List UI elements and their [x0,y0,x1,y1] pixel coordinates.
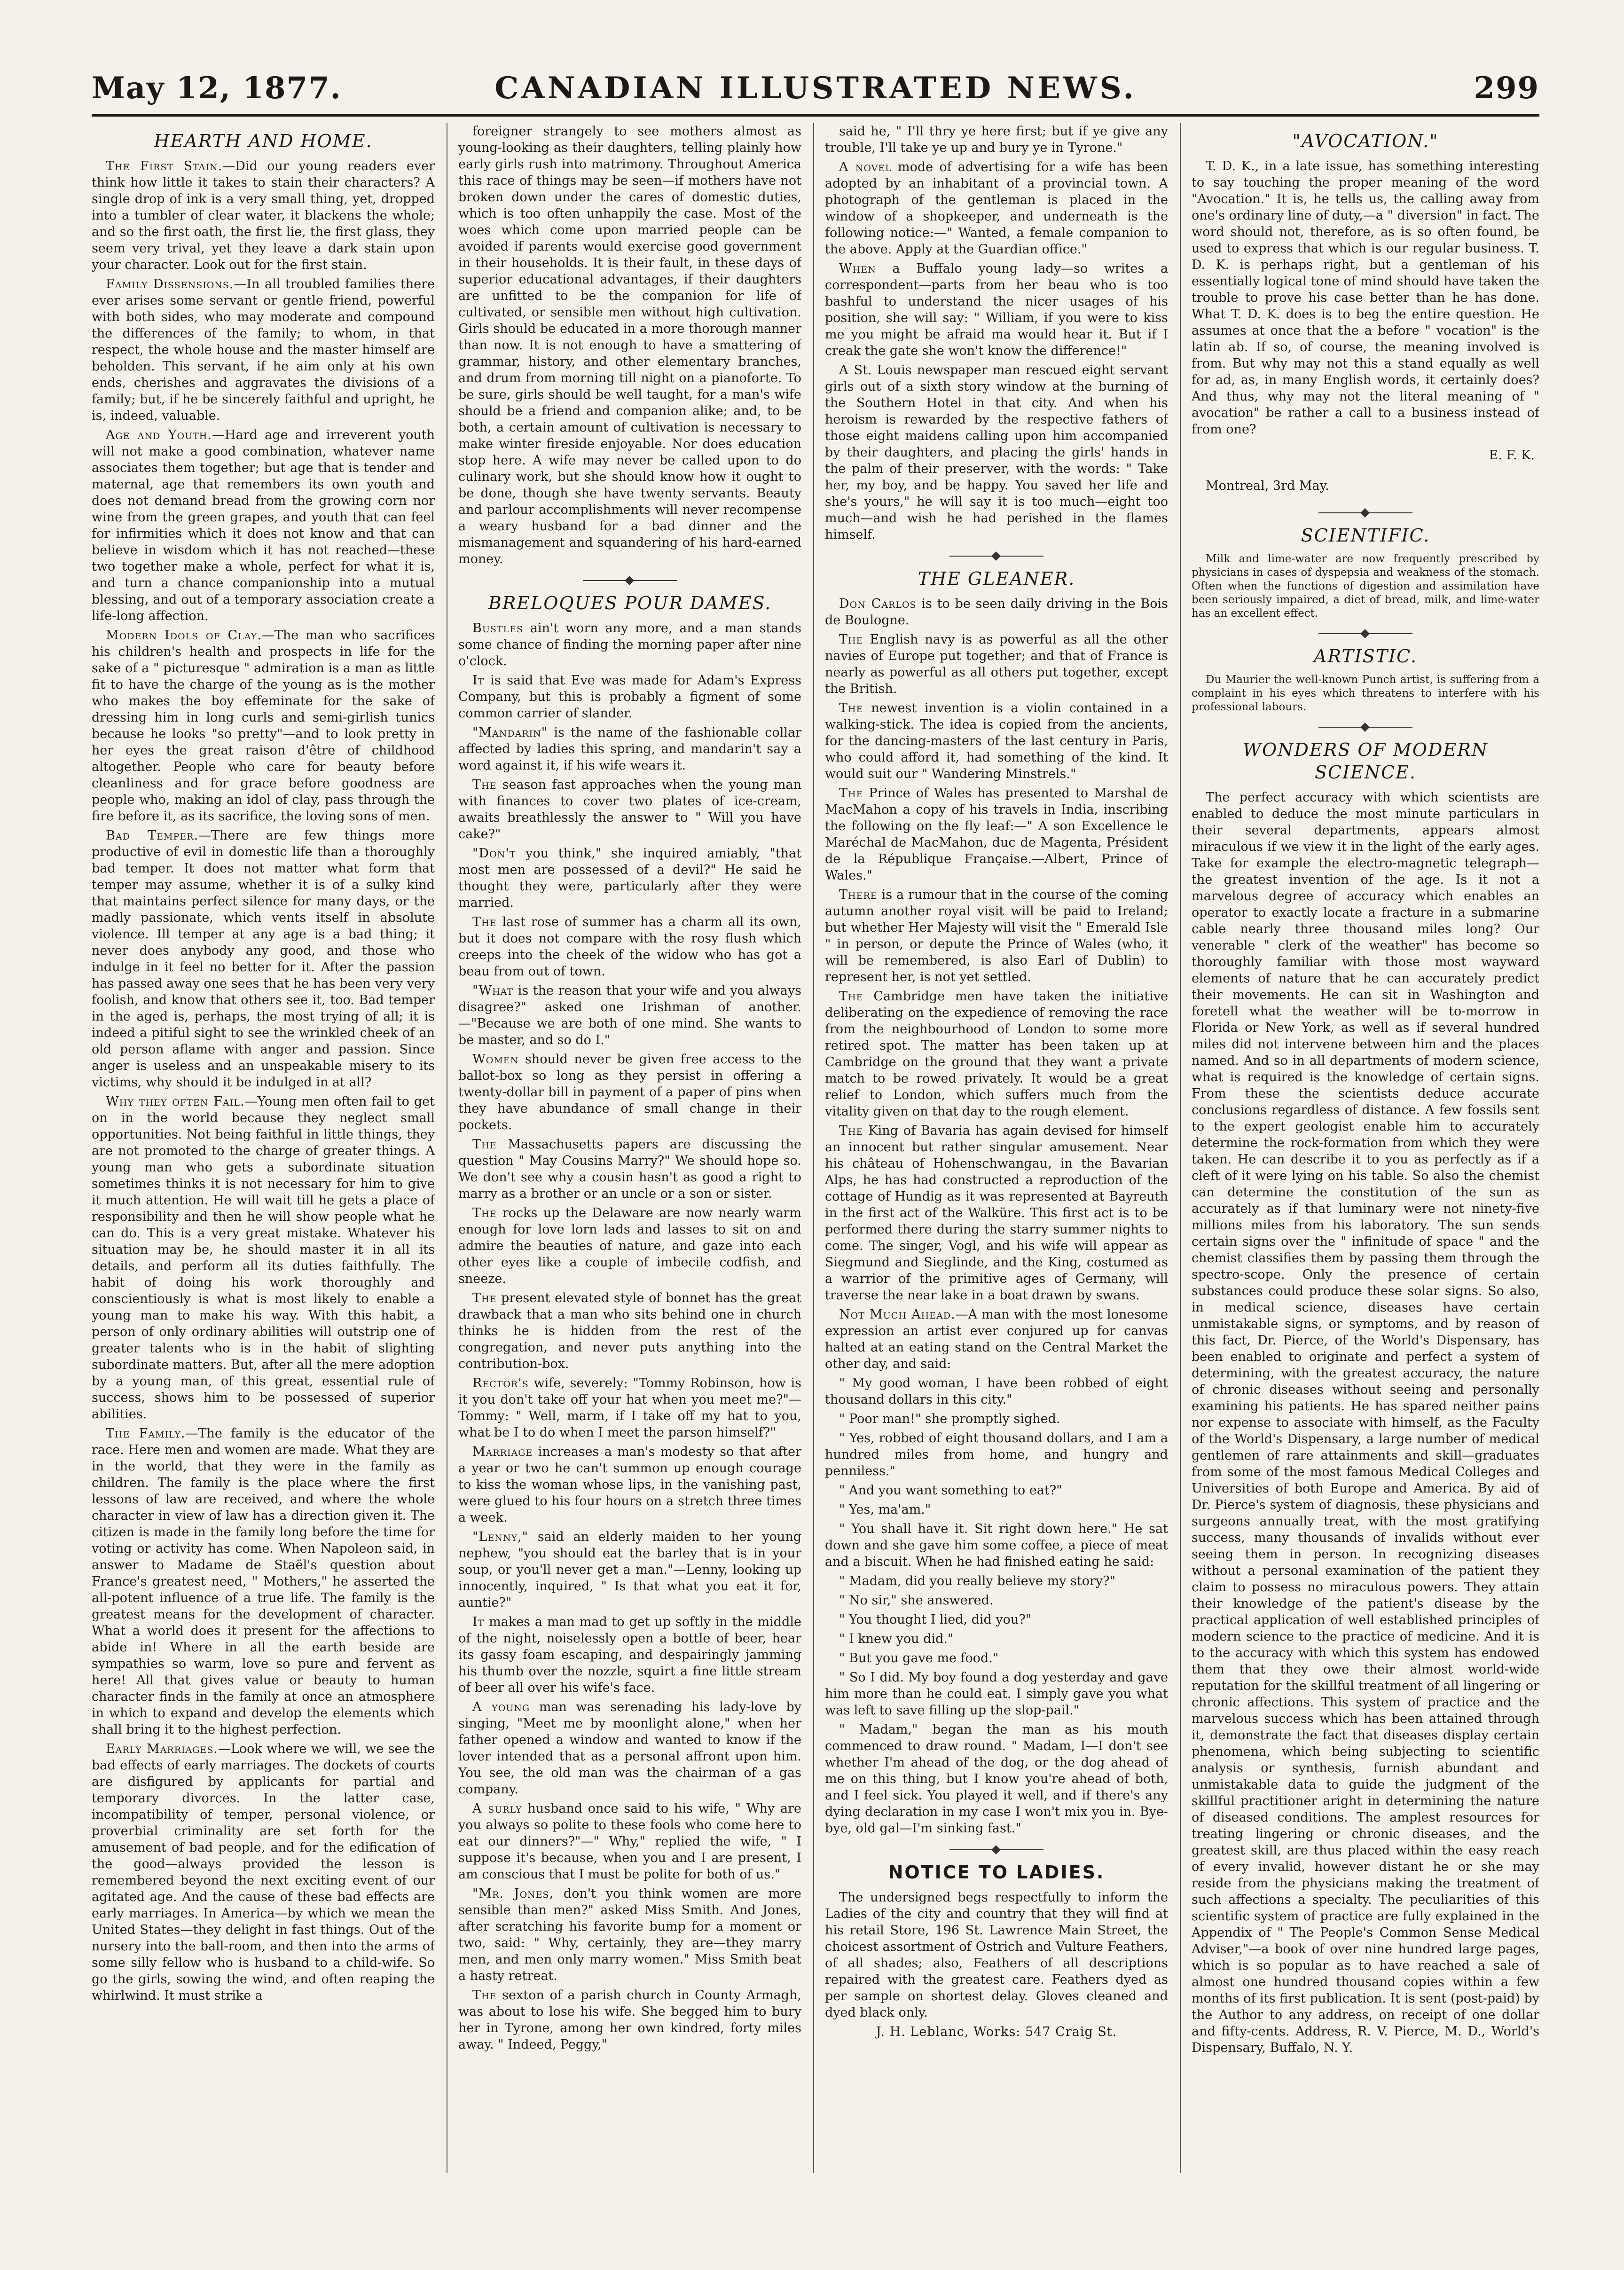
issue-date: May 12, 1877. [92,71,342,106]
paragraph [458,1136,801,1202]
paragraph-lead: When [839,261,876,276]
paragraph [825,1611,1168,1628]
paragraph [92,427,435,624]
paragraph-lead: The [839,701,863,715]
paragraph-text: —Young men often fail to get on in the world because they neglect small opportunities. Not being faithful in little things, they are not promoted to the charge of greater things. A young man who gets a subordinate situation sometimes thinks it is not necessary for him to give it much attention. He will wait till he gets a place of responsibility and then he will show people what he can do. This is a very great mistake. Whatever his situation may be, he should master it in all its details, and perform all its duties faithfully. The habit of doing his work thoroughly and conscientiously is what is most likely to enable a young man to make his way. With this habit, a person of only ordinary abilities will outstrip one of greater talents who is in the habit of slighting subordinate matters. But, after all the mere adoption by a young man, of this great, essential rule of success, shows him to be possessed of superior abilities. [92,1094,435,1422]
paragraph-text: " And you want something to eat?" [839,1483,1062,1498]
paragraph-lead: Not Much Ahead. [839,1307,956,1322]
paragraph [825,159,1168,258]
paragraph [458,1885,801,1984]
paragraph-text: " So I did. My boy found a dog yesterday and gave him more than he could eat. I simply gave you what was left to save filling up the slop-pail." [825,1670,1168,1718]
paragraph [458,982,801,1048]
paragraph-lead: Early Marriages. [106,1742,218,1756]
paragraph [825,1521,1168,1570]
paragraph-lead: "What [472,983,514,998]
paragraph-lead: The [472,915,497,929]
paragraph-text: husband once said to his wife, " Why are you always so polite to these fools who come here to eat our dinners?"—" Why," replied the wife, " I suppose it's because, when you and I are present, I am conscious that I must be polite for both of us." [458,1801,801,1882]
paragraph [825,1631,1168,1647]
paragraph [92,276,435,424]
masthead-rule [92,114,1539,117]
paragraph [825,123,1168,156]
paragraph-lead: It [472,1615,485,1629]
paragraph [825,1411,1168,1427]
avocation-body: T. D. K., in a late issue, has something interesting to say touching the proper meaning of the word "Avocation." It is, he tells us, the calling away from one's ordinary line of duty,—a " diversion" in fact. The word should not, therefore, as is so often found, be used to express that which is our regular business. T. D. K. is perhaps right, but a gentleman of his essentially logical tone of mind should have taken the trouble to prove his case better than he has done. What T. D. K. does is to beg the entire question. He assumes at once that the a before " vocation" is the latin ab. If so, of course, the meaning involved is from. But why may not this a stand equally as well for ad, as, in many English words, it certainly does? And thus, why may not the literal meaning of " avocation" be rather a call to a business instead of from one? [1192,159,1539,437]
paragraph-text: " Madam," began the man as his mouth commenced to draw round. " Madam, I—I don't see whether I'm ahead of the dog, or the dog ahead of me on this thing, but I know you're ahead of both, and I feel sick. You played it well, and if there's any dying declaration in my case I won't mix you in. Bye-bye, old gal—I'm sinking fast." [825,1722,1168,1836]
paragraph-text: —There are few things more productive of evil in domestic life than a thoroughly bad temper. It does not matter what form that temper may assume, whether it is of a sulky kind that maintains perfect silence for many days, or the madly passionate, which vents itself in absolute violence. Ill temper at any age is a bad thing; it never does anybody any good, and those who indulge in it feel no better for it. After the passion has passed away one sees that he has been very very foolish, and know that others see it, too. Bad temper in the aged is, perhaps, the most trying of all; it is indeed a pitiful sight to see the wrinkled cheek of an old person aflame with anger and passion. Since anger is useless and an unspeakable misery to its victims, why should it be indulged in at all? [92,828,435,1090]
paragraph-text: English navy is as powerful as all the other navies of Europe put together; and that of France is nearly as powerful as all others put together, except the British. [825,632,1168,696]
paragraph-lead: Bustles [472,621,524,636]
paragraph [825,260,1168,359]
paragraph-lead: Age and Youth. [106,428,212,442]
paragraph [458,1529,801,1611]
article-continuation [458,123,801,567]
paragraph-lead: Marriage [472,1445,533,1459]
section-title-artistic: ARTISTIC. [1314,646,1417,667]
paragraph [92,158,435,273]
hearth-and-home-articles [92,158,435,2004]
paragraph-lead: Why they often Fail. [106,1094,245,1109]
paragraph-text: " Yes, ma'am." [839,1502,931,1517]
paragraph-text: " No sir," she answered. [839,1593,994,1608]
paragraph-text: —In all troubled families there ever arises some servant or gentle friend, powerful with both sides, who may moderate and compound the differences of the family; to whom, in that respect, the whole house and the master himself are beholden. This servant, if he aim only at his own ends, cherishes and aggravates the divisions of a family; but, if he be sincerely faithful and upright, he is, indeed, valuable. [92,277,435,423]
paragraph-text: is the name of the fashionable collar affected by ladies this spring, and mandarin't say a word against it, if his wife wears it. [458,725,801,773]
paragraph-text: rocks up the Delaware are now nearly warm enough for love lorn lads and lasses to sit on and admire the beauties of nature, and gaze into each other eyes like a couple of imbecile codfish, and sneeze. [458,1206,801,1286]
paragraph-text: season fast approaches when the young man with finances to cover two plates of ice-cream, awaits breathlessly the answer to " Will you have cake?" [458,778,801,841]
paragraph-lead: The [839,989,863,1004]
paragraph-lead: "Mandarin" [472,725,548,740]
paragraph [825,887,1168,985]
paragraph-lead: The [472,1137,497,1152]
paragraph [825,1375,1168,1408]
column-1 [92,123,435,2182]
paragraph [825,1592,1168,1609]
paragraph [825,1721,1168,1837]
paragraph [458,1205,801,1287]
paragraph [458,1699,801,1798]
paragraph-text: King of Bavaria has again devised for himself an innocent but rather singular amusement. Near his château of Hohenschwangau, in the Bavarian Alps, he has had constructed a reproduction of the cottage of Hundig as it was represented at Bayreuth in the first act of the Walküre. This first act is to be performed there during the starry summer nights to come. The singer, Vogl, and his wife will appear as Siegmund and Sieglinde, and the King, costumed as a warrior of the primitive ages of Germany, will traverse the near lake in a boat drawn by swans. [825,1123,1168,1303]
paragraph-text: St. Louis newspaper man rescued eight servant girls out of a sixth story window at the burning of the Southern Hotel in that city. And when his heroism is rewarded by the respective fathers of those eight maidens calling upon him accompanied by their daughters, and placing the girls' hands in the palm of their preserver, with the words: " Take her, my boy, and be happy. You saved her life and she's yours," he will say it is too much—eight too much—and wish he had perished in the flames himself. [825,363,1168,542]
paragraph [458,1375,801,1441]
paragraph-text: makes a man mad to get up softly in the middle of the night, noiselessly open a bottle of beer, hear its gassy foam escaping, and despairingly jamming his thumb over the nozzle, squirt a fine little stream of beer all over his wife's face. [458,1615,801,1695]
paragraph-text: —The man who sacrifices his children's health and prospects in life for the sake of a " picturesque " admiration is a man as little fit to have the charge of the young as is the mother who makes the boy effeminate for the sake of dressing him in long curls and semi-girlish tunics because he looks "so pretty"—and to look pretty in her eyes the great raison d'être of childhood altogether. People who care for beauty before cleanliness and for grace before goodness are people who, making an idol of clay, pass through the fire before it, as its sacrifice, the loving sons of men. [92,628,435,824]
paragraph-lead: Women [472,1052,519,1067]
paragraph-lead: Family Dissensions. [106,277,234,291]
paragraph-lead: "Mr. Jones, [472,1886,554,1901]
paragraph-lead: The First Stain. [106,159,223,173]
paragraph [458,1987,801,2053]
avocation-signature: E. F. K. [1489,448,1535,463]
paragraph-lead: "Don't [472,846,516,861]
paragraph [825,596,1168,628]
column-3 [825,123,1168,2182]
paragraph [92,1093,435,1422]
paragraph [825,1573,1168,1589]
paragraph [92,827,435,1091]
paragraph-text: is said that Eve was made for Adam's Express Company, but this is probably a figment of some common carrier of slander. [458,673,801,721]
section-divider-ornament [1318,508,1412,518]
paragraph-text: man was serenading his lady-love by singing, "Meet me by moonlight alone," when her father opened a window and wanted to know if the lover intended that as a personal affront upon him. You see, the old man was the chairman of a gas company. [458,1700,801,1797]
paragraph [458,672,801,722]
paragraph-text: foreigner strangely to see mothers almost as young-looking as their daughters, telling plainly how early girls rush into matrimony. Throughout America this race of things may be seen—if mothers have not broken down under the cares of domestic duties, which is too often unhappily the case. Most of the woes which come upon married people can be avoided if parents would exercise good government in their households. It is their fault, in these days of superior educational advantages, if their daughters are unfitted to be the companion for life of cultivated, or sensible men without high cultivation. Girls should be educated in a more thorough manner than now. It is not enough to have a smattering of grammar, history, and other elementary branches, and drum from morning till night on a pianoforte. To be sure, girls should be well taught, for a man's wife should be a friend and companion alike; and, to be both, a certain amount of cultivation is necessary to make winter fireside enjoyable. Nor does education stop here. A wife may never be called upon to do culinary work, but she should know how it ought to be done, though she have twenty servants. Beauty and parlour accomplishments will never recompense a weary husband for a bad dinner and the mismanagement and squandering of his hard-earned money. [458,124,801,566]
paragraph-lead: The [839,632,863,647]
section-divider-ornament [1318,629,1412,638]
wonders-body: The perfect accuracy with which scientists are enabled to deduce the most minute particulars in their several departments, appears almost miraculous if we view it in the light of the early ages. Take for example the electro-magnetic telegraph—the greatest invention of the age. Is it not a marvelous degree of accuracy which enables an operator to exactly locate a fracture in a submarine cable nearly three thousand miles long? Our venerable " clerk of the weather" has become so thoroughly familiar with those most wayward elements of nature that he can accurately predict their movements. He can sit in Washington and foretell what the weather will be to-morrow in Florida or New York, as well as if several hundred miles did not intervene between him and the places named. And so in all departments of modern science, what is required is the knowledge of certain signs. From these the scientists deduce accurate conclusions regardless of distance. A few fossils sent to the expert geologist enable him to accurately determine the rock-formation from which they were taken. He can describe it to you as perfectly as if a cleft of it were lying on his table. So also the chemist can determine the constitution of the sun as accurately as if that luminary were not ninety-five millions miles from his laboratory. The sun sends certain signs over the " infinitude of space " and the chemist classifies them by passing them through the spectro-scope. Only the presence of certain substances could produce these solar signs. So also, in medical science, diseases have certain unmistakable signs, or symptoms, and by reason of this fact, Dr. Pierce, of the World's Dispensary, has been enabled to originate and perfect a system of determining, with the greatest accuracy, the nature of chronic diseases without seeing and personally examining his patients. He has spared neither pains nor expense to associate with himself, as the Faculty of the World's Dispensary, a large number of medical gentlemen of rare attainments and skill—graduates from some of the most famous Medical Colleges and Universities of both Europe and America. By aid of Dr. Pierce's system of diagnosis, these physicians and surgeons annually treat, with the most gratifying success, many thousands of invalids without ever seeing them in person. In recognizing diseases without a personal examination of the patient they claim to possess no miraculous powers. They attain their knowledge of the patient's disease by the practical application of well established principles of modern science to the practice of medicine. And it is to the accuracy with which this system has endowed them that they owe their almost world-wide reputation for the skillful treatment of all lingering or chronic affections. This system of practice and the marvelous success which has been attained through it, demonstrate the fact that diseases display certain phenomena, which being subjecting to scientific analysis or synthesis, furnish abundant and unmistakable data to guide the judgment of the skillful practitioner aright in determining the nature of diseased conditions. The amplest resources for treating lingering or chronic diseases, and the greatest skill, are thus placed within the easy reach of every invalid, however distant he or she may reside from the physicians making the treatment of such affections a specialty. The peculiarities of this scientific system of practice are fully explained in the Appendix of " The People's Common Sense Medical Adviser,"—a book of over nine hundred large pages, which is so popular as to have reached a sale of almost one hundred thousand copies within a few months of its first publication. It is sent (post-paid) by the Author to any address, on receipt of one dollar and fifty-cents. Address, R. V. Pierce, M. D., World's Dispensary, Buffalo, N. Y. [1192,790,1539,2055]
paragraph-text: is a rumour that in the course of the coming autumn another royal visit will be paid to Ireland; but whether Her Majesty will visit the " Emerald Isle " in person, or depute the Prince of Wales (who, it will be remembered, is also Earl of Dublin) to represent her, is not yet settled. [825,888,1168,984]
scientific-body: Milk and lime-water are now frequently prescribed by physicians in cases of dyspepsia and weakness of the stomach. Often when the functions of digestion and assimilation have been seriously impaired, a diet of bread, milk, and lime-water has an excellent effect. [1192,553,1539,620]
paragraph-lead: There [839,888,878,902]
paragraph-lead: The [472,1291,497,1305]
paragraph-lead: The Family. [106,1426,186,1441]
paragraph-lead: A surly [472,1801,522,1816]
column-2 [458,123,801,2182]
paragraph [458,1444,801,1526]
section-divider-ornament [949,1845,1043,1854]
paragraph-text: a Buffalo young lady—so writes a correspondent—parts from her beau who is too bashful to understand the nicer usages of his position, she will say: " William, if you were to kiss me you might be afraid ma would hear it. But if I creak the gate she won't know the difference!" [825,261,1168,358]
paragraph [825,631,1168,697]
notice-signature: J. H. Leblanc, Works: 547 Craig St. [876,2025,1117,2039]
paragraph-text: " Madam, did you really believe my story?" [839,1574,1116,1588]
paragraph-text: —Hard age and irreverent youth will not make a good combination, whatever name associates them together; but age that is tender and maternal, age that remembers its own youth and does not demand bread from the growing corn nor wine from the green grapes, and youth that can feel for infirmities which it does not know and that can believe in wisdom which it has not reached—these two together make a whole, perfect for what it is, and turn a chance companionship into a mutual blessing, and out of a temporary association create a life-long affection. [92,428,435,623]
paragraph-lead: The [472,778,497,792]
paragraph [458,1290,801,1372]
section-title-breloques: BRELOQUES POUR DAMES. [488,593,772,613]
paragraph-lead: A novel [839,160,892,174]
paragraph-text: is to be seen daily driving in the Bois de Boulogne. [825,597,1168,628]
paragraph [825,1306,1168,1372]
section-title-wonders: WONDERS OF MODERN SCIENCE. [1242,739,1489,783]
paragraph [92,1425,435,1738]
paragraph-text: —A man with the most lonesome expression an artist ever conjured up for canvas halted at an eating stand on the Central Market the other day, and said: [825,1307,1168,1371]
section-title-gleaner: THE GLEANER. [918,568,1075,589]
paragraph [825,1482,1168,1499]
paragraph-text: " You shall have it. Sit right down here." He sat down and she gave him some coffee, a piece of meat and a biscuit. When he had finished eating he said: [825,1522,1168,1569]
paragraph-text: Prince of Wales has presented to Marshal de MacMahon a copy of his travels in India, inscribing the following on the fly leaf:—" A son Excellence le Maréchal de MacMahon, duc de Magenta, Président de la République Française.—Albert, Prince of Wales." [825,786,1168,883]
paragraph [825,988,1168,1120]
paragraph [825,1669,1168,1719]
paragraph [458,620,801,669]
column-divider [1180,123,1181,2173]
paragraph [825,362,1168,543]
paragraph-text: newest invention is a violin contained in a walking-stick. The idea is copied from the ancients, for the dancing-masters of the last century in Paris, who could afford it, had something of the kind. It would suit our " Wandering Minstrels." [825,701,1168,781]
paragraph-text: said an elderly maiden to her young nephew, "you should eat the barley that is in your soup, or you'll never get a man."—Lenny, looking up innocently, inquired, " Is that what you eat it for, auntie?" [458,1530,801,1610]
paragraph-text: Massachusetts papers are discussing the question " May Cousins Marry?" We should hope so. We don't see why a cousin hasn't as good a right to marry as a brother or an uncle or a son or sister. [458,1137,801,1201]
paragraph-lead: It [472,673,485,688]
paragraph-text: —Did our young readers ever think how little it takes to stain their characters? A single drop of ink is a very small thing, yet, dropped into a tumbler of clear water, it blackens the whole; and so the first oath, the first lie, the first glass, they seem very trival, yet they leave a dark stain upon your character. Look out for the first stain. [92,159,435,272]
paragraph [458,914,801,980]
paragraph-text: you think," she inquired amiably, "that most men are possessed of a devil?" He said he thought they were, particularly after they were married. [458,846,801,910]
paragraph-lead: Rector's [472,1376,529,1390]
notice-body: The undersigned begs respectfully to inform the Ladies of the city and country that they will find at his retail Store, 196 St. Lawrence Main Street, the choicest assortment of Ostrich and Vulture Feathers, of all shades; also, Feathers of all descriptions repaired with the greatest care. Feathers dyed as per sample on shortest delay. Gloves cleaned and dyed black only. [825,1890,1168,2020]
paragraph-lead: Modern Idols of Clay. [106,628,262,643]
section-divider-ornament [583,576,677,585]
paragraph-text: Cambridge men have taken the initiative deliberating on the expedience of removing the race from the neighbourhood of London to some more retired spot. The matter has been taken up at Cambridge on the ground that they want a private match to be rowed privately. It would be a great relief to London, which suffers much from the vitality given on that day to the rough element. [825,989,1168,1119]
page-number: 299 [1474,71,1539,106]
paragraph-lead: A young [472,1700,530,1714]
paragraph-text: don't you think women are more sensible than men?" asked Miss Smith. And Jones, after scratching his favorite bump for a moment or two, said: " Why, certainly, they are—they marry men, and men only marry women." Miss Smith beat a hasty retreat. [458,1886,801,1983]
paragraph-text: said he, " I'll thry ye here first; but if ye give any trouble, I'll take ye up and bury ye in Tyrone." [825,124,1168,155]
paragraph-lead: "Lenny," [472,1530,529,1544]
paragraph-text: " Poor man!" she promptly sighed. [839,1412,1060,1426]
paragraph [825,1430,1168,1479]
paragraph-lead: The [839,1123,863,1138]
paragraph [825,1123,1168,1304]
section-title-scientific: SCIENTIFIC. [1301,525,1430,546]
paragraph [458,724,801,774]
artistic-body: Du Maurier the well-known Punch artist, is suffering from a complaint in his eyes which threatens to interfere with his professional labours. [1192,674,1539,713]
paragraph-text: sexton of a parish church in County Armagh, was about to lose his wife. She begged him to bury her in Tyrone, among her own kindred, forty miles away. " Indeed, Peggy," [458,1988,801,2052]
column-4 [1192,123,1539,2182]
paragraph-text: " But you gave me food." [839,1651,999,1665]
paragraph-text: " You thought I lied, did you?" [839,1612,1032,1627]
breloques-items [458,620,801,2053]
section-title-hearth-and-home: HEARTH AND HOME. [154,131,373,151]
newspaper-title: CANADIAN ILLUSTRATED NEWS. [494,71,1137,106]
paragraph [825,700,1168,782]
paragraph-lead: A [839,363,849,377]
paragraph-text: —Look where we will, we see the bad effects of early marriages. The dockets of courts are disfigured by applicants for partial and temporary divorces. In the latter case, incompatibility of temper, personal violence, or proverbial criminality are set forth for the amusement of bad people, and for the edification of the good—always provided the lesson is remembered beyond the next exciting event of our agitated age. And the cause of these bad effects are early marriages. In America—by which we mean the United States—they delight in fast things. Out of the nursery into the ball-room, and then into the arms of some silly fellow who is husband to a child-wife. So go the girls, sowing the wind, and often reaping the whirlwind. It must strike a [92,1742,435,2003]
paragraph-text: present elevated style of bonnet has the great drawback that a man who sits behind one in church thinks he is hidden from the rest of the congregation, and never puts anything into the contribution-box. [458,1291,801,1371]
section-divider-ornament [949,551,1043,561]
paragraph-text: wife, severely: "Tommy Robinson, how is it you don't take off your hat when you meet me?"—Tommy: " Well, marm, if I take off my hat to you, what be I to do when I meet the parson himself?" [458,1376,801,1440]
paragraph-lead: Bad Temper. [106,828,199,843]
paragraph [458,1614,801,1696]
paragraph-lead: The [839,786,863,801]
paragraph-lead: The [472,1988,497,2003]
paragraph [825,785,1168,884]
paragraph [458,845,801,911]
paragraph [825,1501,1168,1518]
paragraph-lead: The [472,1206,497,1220]
paragraph-text: should never be given free access to the ballot-box so long as they persist in offering a twenty-dollar bill in payment of a paper of pins when they have abundance of small change in their pockets. [458,1052,801,1132]
paragraph-text: is the reason that your wife and you always disagree?" asked one Irishman of another.—"Because we are both of one mind. She wants to be master, and so do I." [458,983,801,1047]
paragraph-text: mode of advertising for a wife has been adopted by an inhabitant of a provincial town. A photograph of the gentleman is placed in the window of a shopkeeper, and underneath is the following notice:—" Wanted, a female companion to the above. Apply at the Guardian office." [825,160,1168,257]
paragraph-text: " I knew you did." [839,1632,954,1646]
paragraph [92,1741,435,2004]
article-continuation [825,123,1168,543]
paragraph-text: " My good woman, I have been robbed of eight thousand dollars in this city." [825,1376,1168,1407]
paragraph-text: ain't worn any more, and a man stands some chance of finding the morning paper after nine o'clock. [458,621,801,668]
column-divider [813,123,814,2173]
section-divider-ornament [1318,723,1412,732]
paragraph [825,1650,1168,1666]
paragraph [458,777,801,842]
paragraph-lead: Don Carlos [839,597,917,611]
paragraph-text: —The family is the educator of the race. Here men and women are made. What they are in the world, that they were in the family as children. The family is the place where the first lessons of law are received, and where the whole character in view of law has a direction given it. The citizen is made in the family long before the time for voting or activity has come. When Napoleon said, in answer to Madame de Staël's question about France's greatest need, " Mothers," he asserted the all-potent influence of a true life. The family is the greatest means for the development of character. What a world does it present for the affections to abide in! Where in all the earth beside are sympathies so warm, love so pure and fervent as here! All that gives value or beauty to human character finds in the family at once an atmosphere in which to expand and develop the elements which shall bring it to the highest perfection. [92,1426,435,1737]
paragraph [458,1051,801,1133]
paragraph [458,1800,801,1883]
paragraph-text: increases a man's modesty so that after a year or two he can't summon up enough courage to kiss the woman whose lips, in the vanishing past, were glued to his four hours on a stretch three times a week. [458,1445,801,1525]
paragraph-text: " Yes, robbed of eight thousand dollars, and I am a hundred miles from home, and hungry and penniless." [825,1431,1168,1478]
notice-title: NOTICE TO LADIES. [888,1862,1105,1883]
paragraph [92,627,435,825]
paragraph-text: last rose of summer has a charm all its own, but it does not compare with the rosy flush which creeps into the cheek of the widow who has got a beau from out of town. [458,915,801,979]
masthead [92,71,1539,113]
paragraph [458,123,801,567]
gleaner-items [825,596,1168,1837]
section-title-avocation: "AVOCATION." [1292,131,1439,151]
avocation-dateline: Montreal, 3rd May. [1206,479,1329,493]
